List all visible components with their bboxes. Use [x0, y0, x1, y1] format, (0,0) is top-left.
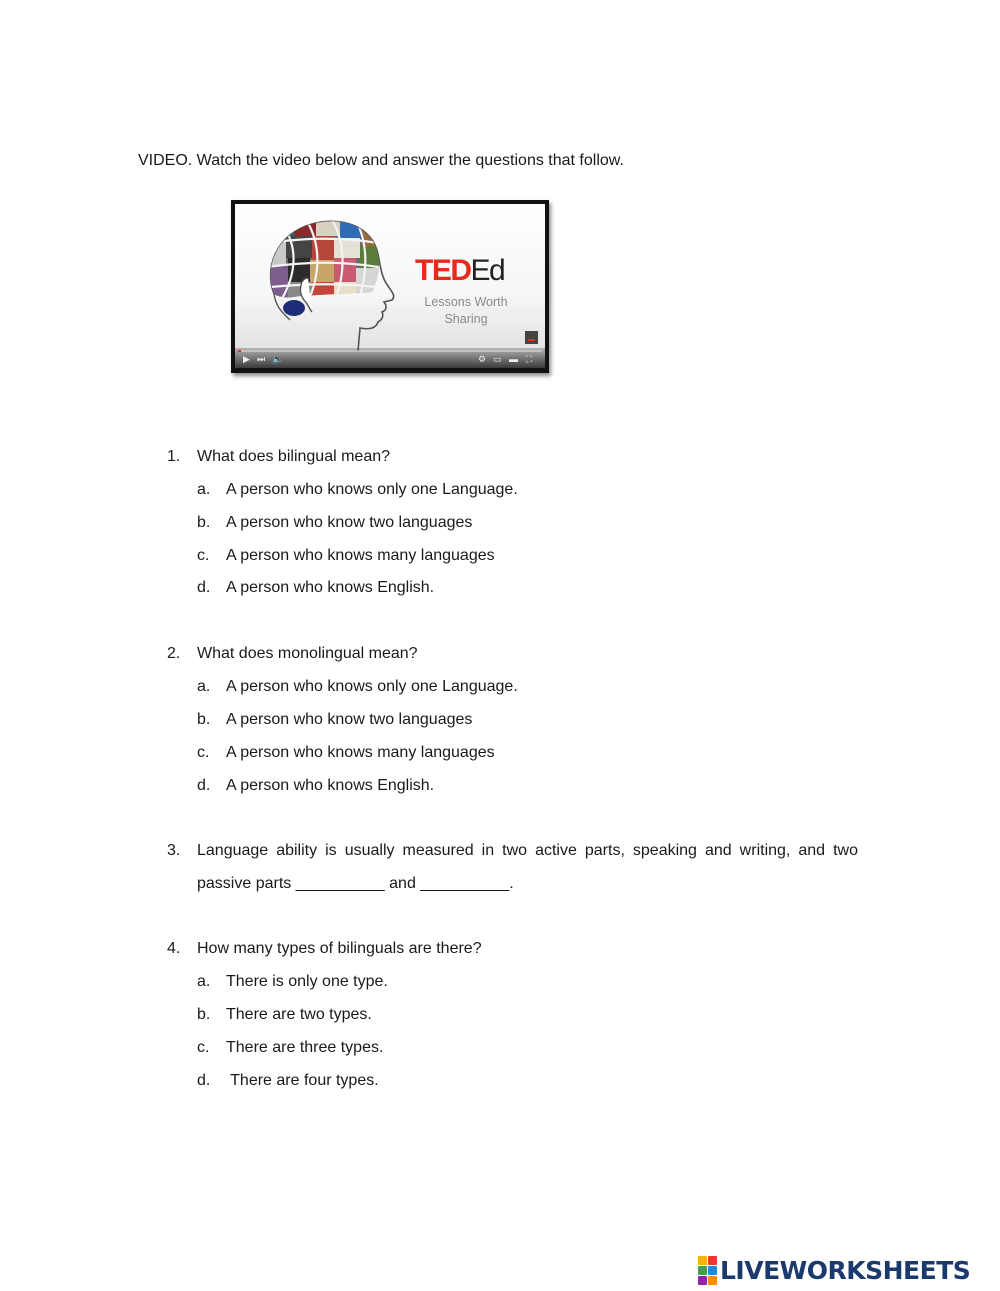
- question-number: 2.: [167, 645, 181, 662]
- option-letter: d.: [197, 1072, 211, 1089]
- theater-icon[interactable]: ▬: [509, 354, 518, 364]
- next-icon[interactable]: ⏭: [257, 354, 266, 364]
- option-letter: c.: [197, 547, 210, 564]
- settings-icon[interactable]: ⚙: [478, 354, 487, 364]
- tagline: [417, 294, 515, 328]
- option-letter: c.: [197, 1039, 210, 1056]
- option-letter: d.: [197, 777, 211, 794]
- progress-track[interactable]: [238, 350, 542, 352]
- question-3-line1: Language ability is usually measured in two active parts, speaking and writing, and two: [197, 842, 858, 859]
- option-text: A person who knows many languages: [226, 547, 495, 564]
- video-player[interactable]: [231, 200, 549, 373]
- video-controls: [235, 348, 545, 368]
- brain-head-illustration: [260, 216, 420, 361]
- option-letter: c.: [197, 744, 210, 761]
- option-letter: d.: [197, 579, 211, 596]
- option-text: A person who know two languages: [226, 514, 473, 531]
- option-text: There are two types.: [226, 1006, 372, 1023]
- option-text: A person who know two languages: [226, 711, 473, 728]
- option-text: There are three types.: [226, 1039, 384, 1056]
- option-letter: a.: [197, 678, 211, 695]
- option-text: A person who knows only one Language.: [226, 678, 518, 695]
- option-text: A person who knows many languages: [226, 744, 495, 761]
- ted-ed-logo: TEDEd: [415, 254, 505, 287]
- question-text: How many types of bilinguals are there?: [197, 940, 482, 957]
- question-3-line2: passive parts __________ and __________.: [197, 875, 514, 892]
- option-text: There is only one type.: [226, 973, 388, 990]
- question-3-fill-in-blank[interactable]: [197, 875, 514, 893]
- question-text: What does monolingual mean?: [197, 645, 418, 662]
- option-text: A person who knows only one Language.: [226, 481, 518, 498]
- play-icon[interactable]: ▶: [243, 354, 250, 364]
- option-letter: a.: [197, 481, 211, 498]
- option-text: A person who knows English.: [226, 579, 435, 596]
- option-text: There are four types.: [226, 1072, 379, 1089]
- question-number: 1.: [167, 448, 181, 465]
- option-letter: b.: [197, 514, 211, 531]
- option-text: A person who knows English.: [226, 777, 435, 794]
- tagline-line2: Sharing: [444, 312, 488, 326]
- question-number: 3.: [167, 842, 181, 859]
- option-letter: b.: [197, 1006, 211, 1023]
- volume-icon[interactable]: 🔈: [272, 354, 284, 364]
- instructions-text: VIDEO. Watch the video below and answer the questions that follow.: [138, 152, 624, 169]
- option-letter: a.: [197, 973, 211, 990]
- liveworksheets-icon: [698, 1256, 717, 1285]
- option-letter: b.: [197, 711, 211, 728]
- video-thumbnail[interactable]: [235, 204, 545, 368]
- liveworksheets-logo[interactable]: [698, 1255, 970, 1285]
- liveworksheets-brand: LIVEWORKSHEETS: [720, 1255, 971, 1285]
- fullscreen-icon[interactable]: ⛶: [526, 354, 533, 364]
- tagline-line1: Lessons Worth: [424, 295, 508, 309]
- question-number: 4.: [167, 940, 181, 957]
- progress-played: [238, 350, 241, 352]
- question-text: What does bilingual mean?: [197, 448, 391, 465]
- miniplayer-icon[interactable]: ▭: [493, 354, 502, 364]
- channel-logo-icon[interactable]: [525, 331, 538, 344]
